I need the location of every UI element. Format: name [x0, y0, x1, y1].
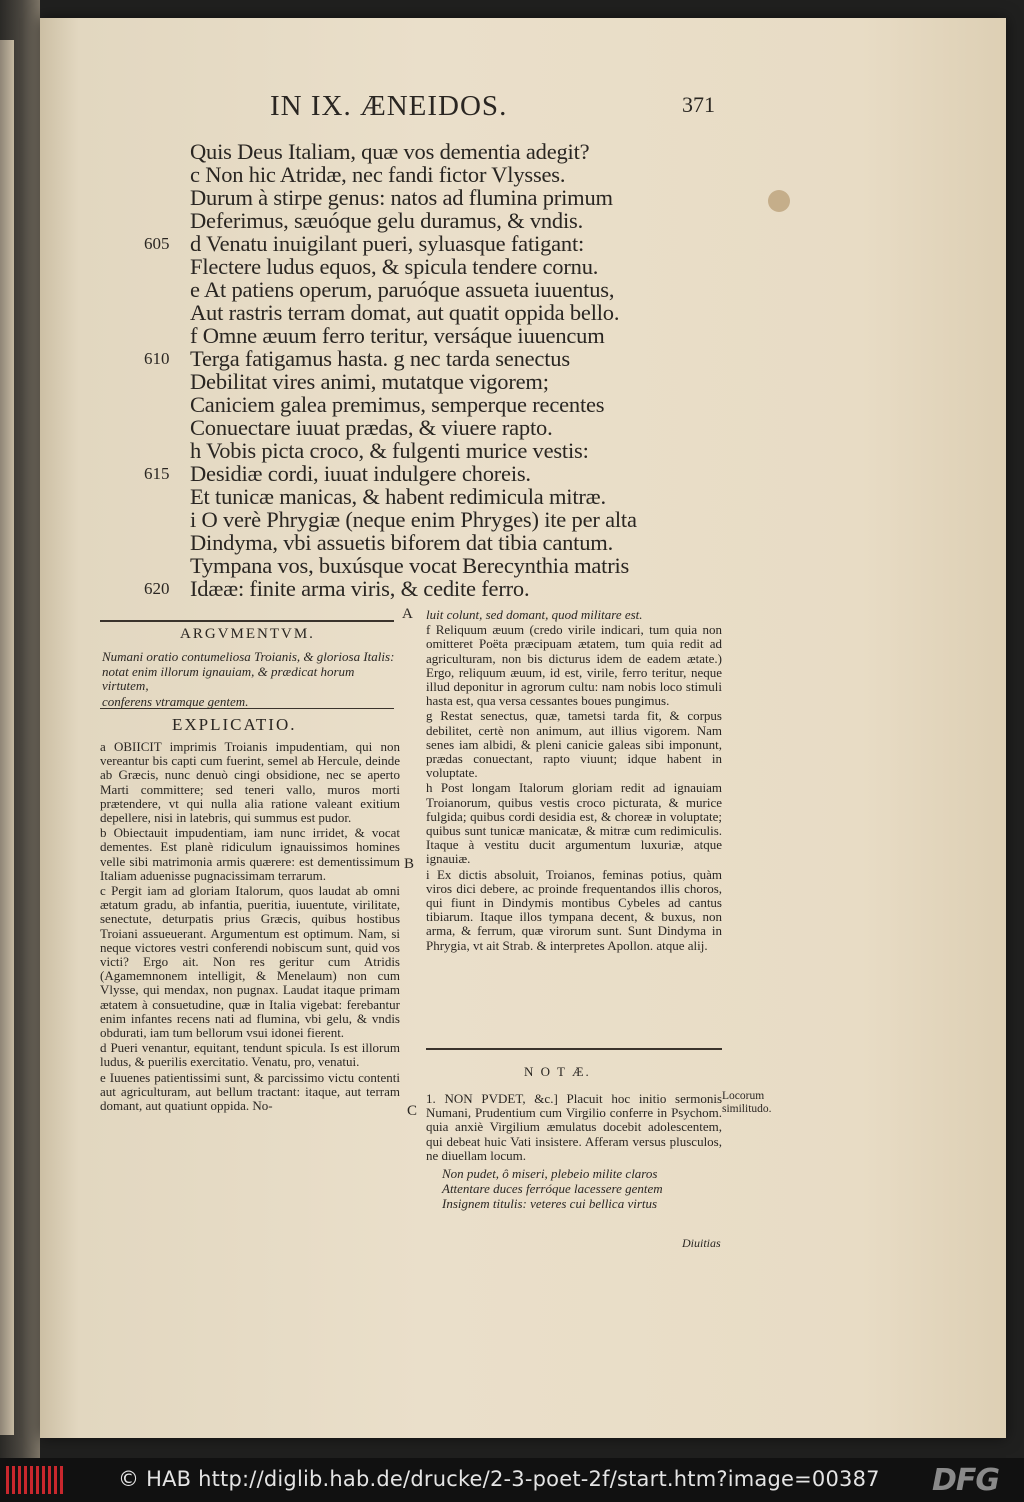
explicatio-left-column: a OBIICIT imprimis Troianis impudentiam, qui non vereantur bis capti cum fuerint, semel ab Hercule, deinde ab Græcis, nunc denuò cingi obsidione, nec se aperto Marti committere; sed teneri vallo, muros morti prætendere, vt qui nulla alia ratione valeant exitium depellere, nisi in latebris, qui summus est pudor. b Obiectauit impudentiam, iam nunc irridet, & vocat dementes. Est planè ridiculum ignauissimos homines velle sibi matrimonia armis quærere: est dementissimum Italiam aduenisse pugnacissimam terrarum. c Pergit iam ad gloriam Italorum, quos laudat ab omni ætatum gradu, ab infantia, pueritia, iuuentute, virilitate, senectute, deturpatis prius Græcis, quibus hostibus Troiani assueuerant. Argumentum est optimum. Nam, si neque victores vestri conferendi nobiscum sunt, quid vos victi? Ergo ait. Non res geritur cum Atridis (Agamemnonem intelligit, & Menelaum) non cum Vlysse, qui mendax, non pugnax. Laudat itaque primam ætatem à consuetudine, quæ in Italia vigebat: ferebantur enim infantes recens nati ad flumina, vbi gelu, & vndis obdurati, iam tum bellorum vsui idonei fierent. d Pueri venantur, equitant, tendunt spicula. Is est illorum ludus, & puerilis exercitatio. Venatu, pro, venatui. e Iuuenes patientissimi sunt, & parcissimo victu contenti aut agriculturam, aut bellum tractant: itaque, aut terram domant, aut quatiunt oppida. No-	[100, 739, 400, 1114]
verse-line: e At patiens operum, paruóque assueta iuuentus,	[190, 277, 615, 302]
verse-line: Aut rastris terram domat, aut quatit oppida bello.	[190, 300, 620, 325]
argumentum-text: Numani oratio contumeliosa Troianis, & gloriosa Italis: notat enim illorum ignauiam, & prædicat horum virtutem, conferens vtramque gentem.	[102, 649, 395, 709]
explicatio-title: EXPLICATIO.	[172, 715, 297, 734]
margin-letter-a: A	[402, 606, 413, 622]
dfg-logo: DFG	[932, 1463, 1000, 1498]
verse-line: Desidiæ cordi, iuuat indulgere choreis.	[190, 461, 531, 486]
line-number: 620	[144, 579, 170, 598]
catchword: Diuitias	[682, 1236, 721, 1250]
margin-letter-b: B	[404, 856, 415, 872]
line-number: 610	[144, 349, 170, 368]
verse-line: Debilitat vires animi, mutatque vigorem;	[190, 369, 549, 394]
line-number: 615	[144, 464, 170, 483]
section-rule	[100, 620, 394, 622]
previous-page-edge	[0, 40, 14, 1435]
verse-line: d Venatu inuigilant pueri, syluasque fatigant:	[190, 231, 585, 256]
scanned-page	[40, 18, 1006, 1438]
verse-line: Dindyma, vbi assuetis biforem dat tibia cantum.	[190, 530, 614, 555]
section-rule	[426, 1048, 722, 1050]
verse-line: f Omne æuum ferro teritur, versáque iuuencum	[190, 323, 605, 348]
verse-line: c Non hic Atridæ, nec fandi fictor Vlysses.	[190, 162, 566, 187]
section-rule	[100, 708, 394, 709]
verse-line: Tympana vos, buxúsque vocat Berecynthia matris	[190, 553, 630, 578]
margin-note: Locorum similitudo.	[722, 1090, 772, 1115]
argumentum-title: ARGVMENTVM.	[180, 626, 315, 642]
footer-bar	[0, 1458, 1024, 1502]
running-head: IN IX. ÆNEIDOS.	[270, 90, 508, 122]
verse-line: i O verè Phrygiæ (neque enim Phryges) ite per alta	[190, 507, 637, 532]
notae-title: N O T Æ.	[524, 1064, 591, 1079]
line-number: 605	[144, 234, 170, 253]
verse-line: h Vobis picta croco, & fulgenti murice vestis:	[190, 438, 589, 463]
paper-stain	[768, 190, 790, 212]
verse-line: Flectere ludus equos, & spicula tendere cornu.	[190, 254, 599, 279]
explicatio-right-column: luit colunt, sed domant, quod militare est. f Reliquum æuum (credo virile indicari, tum quia non omitteret Poëta præcipuam ætatem, tum quia redit ad agriculturam, non bis dicturus idem de eadem ætate.) Ergo, reliquum æuum, id est, virile, ferro teritur, neque illud deponitur in agrorum cultu: nam nobis loco stimuli hasta est, qua versa cessantes boues pungimus. g Restat senectus, quæ, tametsi tarda fit, & corpus debilitet, certè non animum, aut illius vigorem. Nam senes iam albidi, & pleni canicie galeas sibi imponunt, prædas conuectant, rapto viuunt; idque habent in voluptate. h Post longam Italorum gloriam redit ad ignauiam Troianorum, quibus vestis croco picturata, & murice fulgida; quibus cordi desidia est, & choreæ in voluptate; quibus sunt tunicæ manicatæ, & mitræ cum redimiculis. Itaque à vestitu ducit argumentum luxuriæ, atque ignauiæ. i Ex dictis absoluit, Troianos, feminas potius, quàm viros dici debere, ac proinde frequentandos illis choros, qui fiunt in Dindymis montibus Cybeles ad cantus tibiarum. Itaque illos tympana decent, & buxus, non arma, & ferrum, quæ virorum sunt. Sunt Dindyma in Phrygia, vt ait Strab. & interpretes Apollon. atque alij.	[426, 607, 722, 953]
verse-line: Et tunicæ manicas, & habent redimicula mitræ.	[190, 484, 606, 509]
verse-line: Conuectare iuuat prædas, & viuere rapto.	[190, 415, 553, 440]
verse-line: Durum à stirpe genus: natos ad flumina primum	[190, 185, 613, 210]
barcode-icon	[6, 1466, 68, 1494]
page-number: 371	[682, 92, 715, 117]
notae-column: 1. NON PVDET, &c.] Placuit hoc initio sermonis Numani, Prudentium cum Virgilio conferre in Psychom. quia anxiè Virgilium æmulatus docebit adolescentem, qui debeat huic Vati insistere. Afferam versus plusculos, ne diuellam locum. Non pudet, ô miseri, plebeio milite claros Attentare duces ferróque lacessere gentem Insignem titulis: veteres cui bellica virtus	[426, 1091, 722, 1212]
verse-line: Caniciem galea premimus, semperque recentes	[190, 392, 605, 417]
verse-line: Idææ: finite arma viris, & cedite ferro.	[190, 576, 530, 601]
verse-line: Terga fatigamus hasta. g nec tarda senectus	[190, 346, 570, 371]
copyright-url-text: © HAB http://diglib.hab.de/drucke/2-3-poet-2f/start.htm?image=00387	[118, 1467, 880, 1491]
verse-line: Quis Deus Italiam, quæ vos dementia adegit?	[190, 139, 590, 164]
margin-letter-c: C	[407, 1103, 418, 1119]
verse-line: Deferimus, sæuóque gelu duramus, & vndis.	[190, 208, 583, 233]
